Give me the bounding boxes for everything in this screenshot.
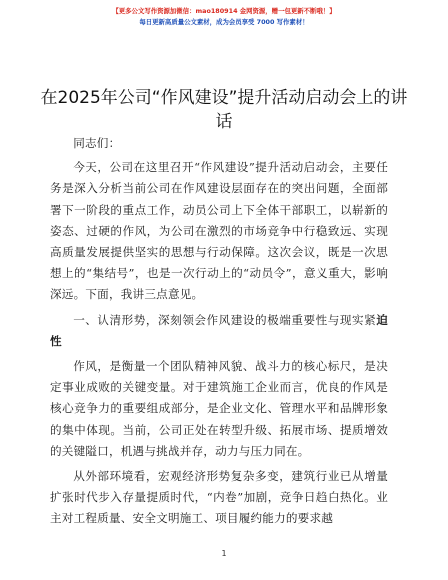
promo-line-membership: 每日更新高质量公文素材，成为会员享受 7000 写作素材！ xyxy=(139,18,309,26)
paragraph-external-environment: 从外部环境看，宏观经济形势复杂多变，建筑行业已从增量扩张时代步入存量提质时代，“内卷”加剧，竞争日趋白热化。业主对工程质量、安全文明施工、项目履约能力的要求越 xyxy=(50,469,388,526)
document-body xyxy=(50,133,388,534)
salutation: 同志们： xyxy=(73,136,121,150)
document-title: 在2025年公司“作风建设”提升活动启动会上的讲话 xyxy=(40,88,408,132)
promo-line-contact: 【更多公文写作资源加微信：mao180914 金网资源，赠一包更新不断哦！】 xyxy=(112,7,336,15)
section-heading-bold-tail: 迫性 xyxy=(50,312,388,348)
promo-banner xyxy=(44,6,404,28)
paragraph-work-style: 作风，是衡量一个团队精神风貌、战斗力的核心标尺，是决定事业成败的关键变量。对于建筑施工企业而言，优良的作风是核心竞争力的重要组成部分，是企业文化、管理水平和品牌形象的集中体现。当前，公司正处在转型升级、拓展市场、提质增效的关键隘口，机遇与挑战并存，动力与压力同在。 xyxy=(50,359,388,458)
page-number: 1 xyxy=(221,549,227,558)
section-heading-1 xyxy=(50,310,388,352)
section-heading-text: 一、认清形势，深刻领会作风建设的极端重要性与现实紧 xyxy=(73,312,377,327)
paragraph-intro: 今天，公司在这里召开“作风建设”提升活动启动会，主要任务是深入分析当前公司在作风建设层面存在的突出问题，全面部署下一阶段的重点工作，动员公司上下全体干部职工，以崭新的姿态、过硬的作风，为公司在激烈的市场竞争中行稳致远、实现高质量发展提供坚实的思想与行动保障。这次会议，既是一次思想上的“集结号”，也是一次行动上的“动员令”，意义重大，影响深远。下面，我讲三点意见。 xyxy=(50,160,388,302)
